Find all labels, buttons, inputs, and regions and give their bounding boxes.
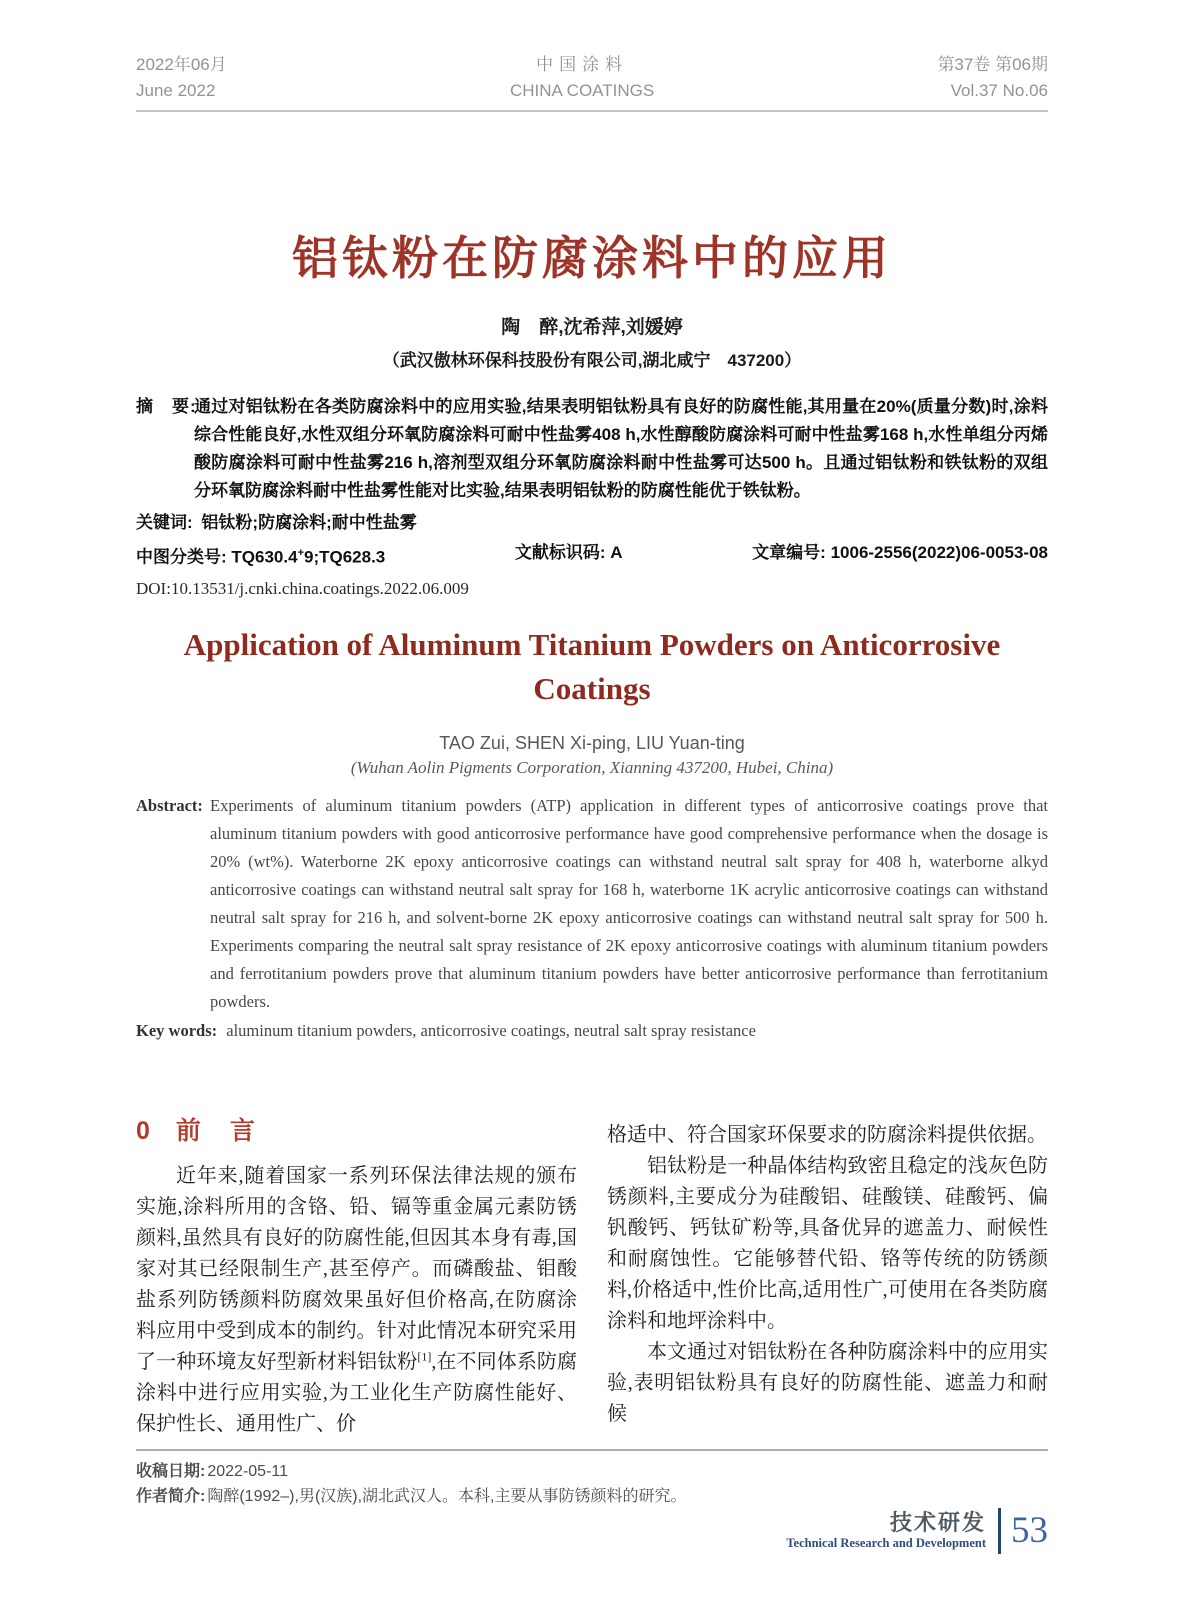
- keywords-cn-text: 铝钛粉;防腐涂料;耐中性盐雾: [201, 512, 417, 532]
- header-journal-en: CHINA COATINGS: [509, 80, 655, 100]
- body-paragraph-3: 本文通过对铝钛粉在各种防腐涂料中的应用实验,表明铝钛粉具有良好的防腐性能、遮盖力和耐候: [607, 1341, 1048, 1426]
- article-id-value: 1006-2556(2022)06-0053-08: [830, 542, 1048, 562]
- keywords-cn: [136, 509, 1048, 537]
- article-id: [752, 539, 1048, 572]
- body-columns: [136, 1115, 1048, 1440]
- keywords-en: [136, 1017, 1048, 1045]
- clc-superscript: +: [297, 546, 304, 559]
- abstract-cn-label: 摘 要:: [136, 396, 197, 416]
- section-number: 0: [136, 1117, 150, 1146]
- keywords-en-text: aluminum titanium powders, anticorrosive coatings, neutral salt spray resistance: [226, 1021, 756, 1041]
- abstract-cn-text: 通过对铝钛粉在各类防腐涂料中的应用实验,结果表明铝钛粉具有良好的防腐性能,其用量在20%(质量分数)时,涂料综合性能良好,水性双组分环氧防腐涂料可耐中性盐雾408 h,水性醇酸防腐涂料可耐中性盐雾168 h,水性单组分丙烯酸防腐涂料可耐中性盐雾216 h,溶剂型双组分环氧防腐涂料耐中性盐雾可达500 h。且通过铝钛粉和铁钛粉的双组分环氧防腐涂料耐中性盐雾性能对比实验,结果表明铝钛粉的防腐性能优于铁钛粉。: [194, 396, 1048, 500]
- received-date-value: 2022-05-11: [207, 1463, 288, 1481]
- document-code-value: A: [610, 542, 623, 562]
- body-paragraph-2: 铝钛粉是一种晶体结构致密且稳定的浅灰色防锈颜料,主要成分为硅酸铝、硅酸镁、硅酸钙、偏钒酸钙、钙钛矿粉等,具备优异的遮盖力、耐候性和耐腐蚀性。它能够替代铅、铬等传统的防锈颜料,价格适中,性价比高,适用性广,可使用在各类防腐涂料和地坪涂料中。: [607, 1155, 1048, 1333]
- article-title-en: Application of Aluminum Titanium Powders on Anticorrosive Coatings: [183, 627, 1001, 707]
- article-title-cn: 铝钛粉在防腐涂料中的应用: [292, 232, 892, 284]
- keywords-en-label: Key words:: [136, 1021, 218, 1041]
- document-code: [515, 539, 623, 572]
- header-issue-en: Vol.37 No.06: [950, 80, 1048, 100]
- doi-text: DOI:10.13531/j.cnki.china.coatings.2022.06.009: [136, 579, 469, 599]
- clc-value-before: TQ630.4: [231, 547, 298, 567]
- abstract-en-label: Abstract:: [136, 796, 203, 816]
- document-code-label: 文献标识码:: [514, 542, 606, 562]
- abstract-cn: [136, 393, 1048, 505]
- footer-column-name: [786, 1511, 986, 1552]
- section-title: 前 言: [175, 1117, 257, 1146]
- received-date-line: [136, 1459, 1048, 1484]
- header-journal-name: [510, 52, 654, 103]
- article-id-label: 文章编号:: [752, 542, 826, 562]
- author-bio-line: [136, 1484, 1048, 1509]
- keywords-cn-label: 关键词:: [136, 512, 193, 532]
- page-number: 53: [1011, 1510, 1048, 1551]
- authors-cn: 陶 醉,沈希萍,刘媛婷: [501, 316, 683, 338]
- clc-value-after: 9;TQ628.3: [304, 547, 386, 567]
- journal-header: [136, 52, 1048, 112]
- body-column-left: [136, 1115, 577, 1440]
- affiliation-cn: （武汉傲林环保科技股份有限公司,湖北咸宁 437200）: [382, 350, 802, 370]
- header-journal-cn: 中国涂料: [536, 55, 629, 74]
- body-paragraph-left-text-cont: ,在不同体系防腐涂料中进行应用实验,为工业化生产防腐性能好、保护性长、通用性广、价: [136, 1351, 578, 1436]
- page-footer: [786, 1508, 1048, 1554]
- abstract-en: [136, 792, 1048, 1016]
- header-date-en: June 2022: [136, 80, 216, 100]
- body-paragraph-left-text: 近年来,随着国家一系列环保法律法规的颁布实施,涂料所用的含铬、铅、镉等重金属元素防锈颜料,虽然具有良好的防腐性能,但因其本身有毒,国家对其已经限制生产,甚至停产。而磷酸盐、钼酸盐系列防锈颜料防腐效果虽好但价格高,在防腐涂料应用中受到成本的制约。针对此情况本研究采用了一种环境友好型新材料铝钛粉: [136, 1165, 577, 1374]
- header-issue-cn: 第37卷 第06期: [937, 55, 1048, 74]
- footnote-block: [136, 1449, 1048, 1509]
- section-heading: [136, 1115, 577, 1147]
- body-paragraph-left: [136, 1161, 577, 1440]
- header-date-cn: 2022年06月: [136, 55, 227, 74]
- abstract-en-text: Experiments of aluminum titanium powders (ATP) application in different types of anticorrosive coatings prove that aluminum titanium powders with good anticorrosive performance have good comprehensive performance when the dosage is 20% (wt%). Waterborne 2K epoxy anticorrosive coatings can withstand neutral salt spray for 408 h, waterborne alkyd anticorrosive coatings can withstand neutral salt spray for 168 h, waterborne 1K acrylic anticorrosive coatings can withstand neutral salt spray for 216 h, and solvent-borne 2K epoxy anticorrosive coatings can withstand neutral salt spray for 500 h. Experiments comparing the neutral salt spray resistance of 2K epoxy anticorrosive coatings with aluminum titanium powders and ferrotitanium powders prove that aluminum titanium powders have better anticorrosive performance than ferrotitanium powders.: [210, 796, 1048, 1012]
- footer-column-cn: 技术研发: [889, 1509, 986, 1535]
- header-date: [136, 52, 227, 103]
- affiliation-en: (Wuhan Aolin Pigments Corporation, Xianning 437200, Hubei, China): [350, 758, 834, 778]
- authors-en: TAO Zui, SHEN Xi-ping, LIU Yuan-ting: [439, 733, 745, 754]
- footer-divider: [998, 1508, 1001, 1554]
- footer-column-en: Technical Research and Development: [786, 1535, 986, 1550]
- received-date-label: 收稿日期:: [136, 1463, 206, 1481]
- header-issue: [937, 52, 1048, 103]
- body-paragraph-continuation: 格适中、符合国家环保要求的防腐涂料提供依据。: [607, 1124, 1047, 1147]
- body-column-right: [607, 1115, 1048, 1440]
- clc-label: 中图分类号:: [136, 547, 227, 567]
- meta-row: [136, 539, 1048, 572]
- author-bio-label: 作者简介:: [136, 1488, 206, 1506]
- reference-marker: [1]: [417, 1349, 432, 1364]
- author-bio-text: 陶醉(1992–),男(汉族),湖北武汉人。本科,主要从事防锈颜料的研究。: [207, 1488, 687, 1506]
- clc-number: [136, 539, 385, 572]
